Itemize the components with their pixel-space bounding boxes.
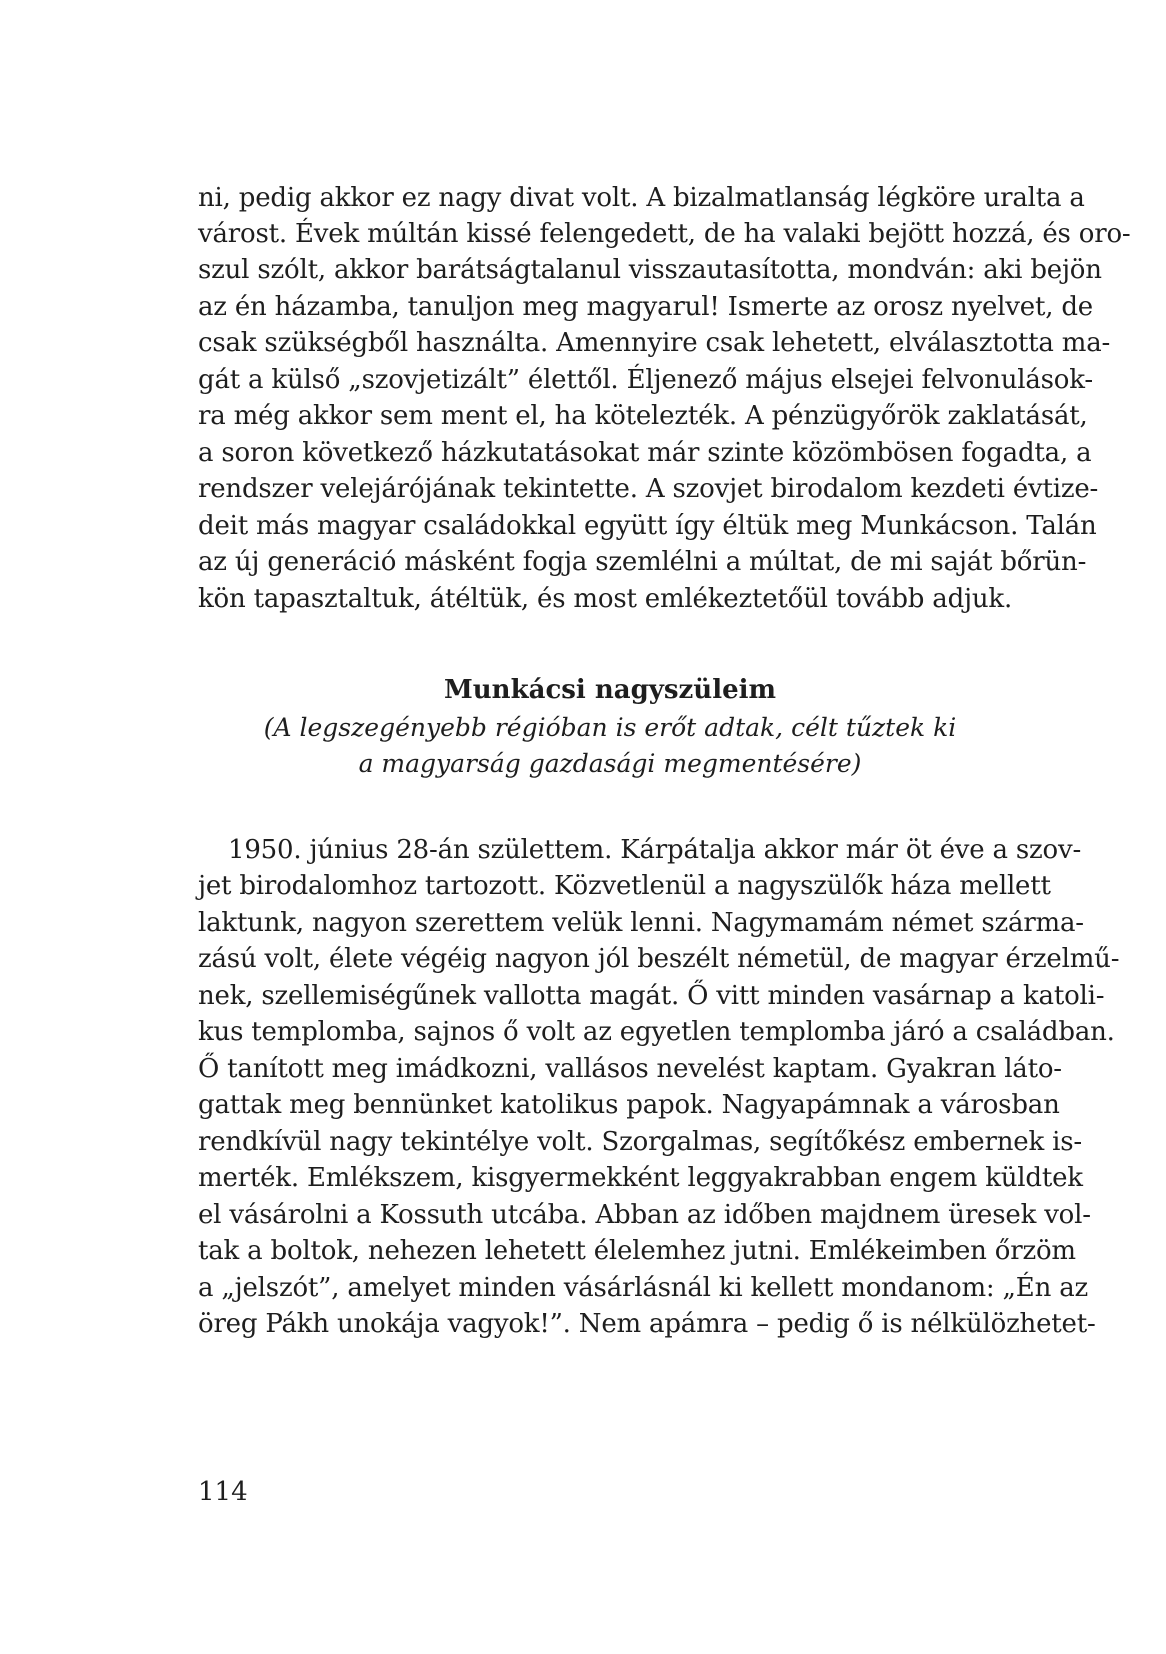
- text-line: gattak meg bennünket katolikus papok. Nagyapámnak a városban: [198, 1090, 1060, 1120]
- text-line: ra még akkor sem ment el, ha kötelezték. A pénzügyőrök zaklatását,: [198, 401, 1088, 431]
- text-line: jet birodalomhoz tartozott. Közvetlenül a nagyszülők háza mellett: [198, 871, 1051, 901]
- text-line-indented: 1950. június 28-án születtem. Kárpátalja akkor már öt éve a szov-: [228, 835, 1082, 865]
- text-line: nek, szellemiségűnek vallotta magát. Ő vitt minden vasárnap a katoli-: [198, 981, 1105, 1011]
- text-line: Ő tanított meg imádkozni, vallásos nevelést kaptam. Gyakran láto-: [198, 1054, 1062, 1084]
- text-line: zású volt, élete végéig nagyon jól beszélt németül, de magyar érzelmű-: [198, 944, 1120, 974]
- section-title: Munkácsi nagyszüleim: [444, 675, 776, 705]
- text-line: deit más magyar családokkal együtt így éltük meg Munkácson. Talán: [198, 511, 1097, 541]
- text-line: ni, pedig akkor ez nagy divat volt. A bizalmatlanság légköre uralta a: [198, 183, 1085, 213]
- text-line: rendkívül nagy tekintélye volt. Szorgalmas, segítőkész embernek is-: [198, 1127, 1082, 1157]
- text-line: kön tapasztaltuk, átéltük, és most emlékeztetőül tovább adjuk.: [198, 584, 1013, 614]
- text-line: a „jelszót”, amelyet minden vásárlásnál ki kellett mondanom: „Én az: [198, 1273, 1088, 1303]
- text-line: merték. Emlékszem, kisgyermekként leggyakrabban engem küldtek: [198, 1163, 1083, 1193]
- text-line: szul szólt, akkor barátságtalanul visszautasította, mondván: aki bejön: [198, 255, 1102, 285]
- text-line: gát a külső „szovjetizált” élettől. Éljenező május elsejei felvonulások-: [198, 365, 1093, 395]
- text-line: laktunk, nagyon szerettem velük lenni. Nagymamám német szárma-: [198, 908, 1084, 938]
- section-subtitle-line: (A legszegényebb régióban is erőt adtak, célt tűztek ki: [263, 713, 957, 742]
- text-line: öreg Pákh unokája vagyok!”. Nem apámra – pedig ő is nélkülözhetet-: [198, 1309, 1096, 1339]
- text-line: rendszer velejárójának tekintette. A szovjet birodalom kezdeti évtize-: [198, 474, 1099, 504]
- text-line: kus templomba, sajnos ő volt az egyetlen templomba járó a családban.: [198, 1017, 1115, 1047]
- text-line: tak a boltok, nehezen lehetett élelemhez jutni. Emlékeimben őrzöm: [198, 1236, 1076, 1266]
- section-subtitle-line: a magyarság gazdasági megmentésére): [358, 749, 862, 778]
- text-line: az új generáció másként fogja szemlélni a múltat, de mi saját bőrün-: [198, 547, 1087, 577]
- text-line: csak szükségből használta. Amennyire csak lehetett, elválasztotta ma-: [198, 328, 1111, 358]
- page-number: 114: [198, 1477, 248, 1507]
- text-line: el vásárolni a Kossuth utcába. Abban az időben majdnem üresek vol-: [198, 1200, 1091, 1230]
- text-line: az én házamba, tanuljon meg magyarul! Ismerte az orosz nyelvet, de: [198, 292, 1093, 322]
- text-line: várost. Évek múltán kissé felengedett, de ha valaki bejött hozzá, és oro-: [198, 219, 1131, 249]
- text-line: a soron következő házkutatásokat már szinte közömbösen fogadta, a: [198, 438, 1092, 468]
